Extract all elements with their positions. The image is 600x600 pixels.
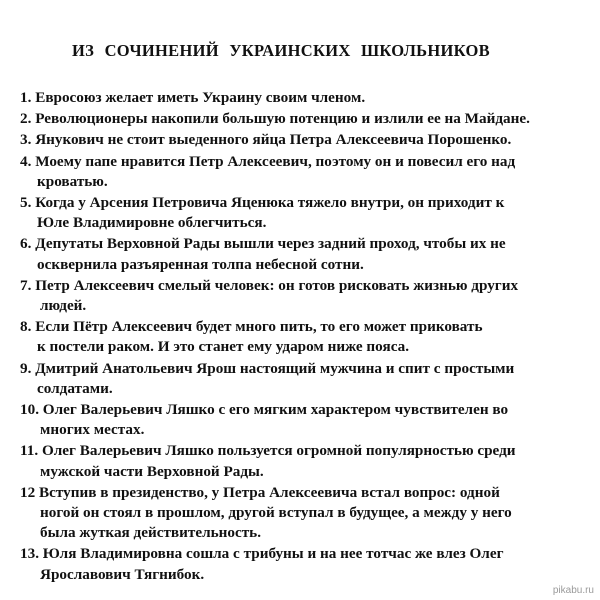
list-item — [20, 317, 590, 357]
item-line: 4. Моему папе нравится Петр Алексеевич, поэтому он и повесил его над — [20, 152, 516, 170]
list-item — [20, 359, 590, 399]
list-item — [20, 483, 590, 544]
list-item — [20, 130, 590, 150]
item-line-continued: была жуткая действительность. — [40, 524, 262, 542]
item-line: 2. Революционеры накопили большую потенцию и излили ее на Майдане. — [20, 110, 530, 128]
item-line: 7. Петр Алексеевич смелый человек: он готов рисковать жизнью других — [20, 276, 519, 294]
document-title: ИЗ СОЧИНЕНИЙ УКРАИНСКИХ ШКОЛЬНИКОВ — [72, 41, 490, 60]
item-line: 5. Когда у Арсения Петровича Яценюка тяжело внутри, он приходит к — [20, 194, 505, 212]
item-line-continued: Юле Владимировне облегчиться. — [37, 214, 267, 232]
watermark: pikabu.ru — [552, 585, 594, 596]
item-line: 3. Янукович не стоит выеденного яйца Петра Алексеевича Порошенко. — [20, 131, 512, 149]
item-line-continued: осквернила разъяренная толпа небесной сотни. — [37, 255, 364, 273]
list-item — [20, 234, 590, 274]
list-item — [20, 109, 590, 129]
item-line: 8. Если Пётр Алексеевич будет много пить, то его может приковать — [20, 318, 483, 336]
item-line: 10. Олег Валерьевич Ляшко с его мягким характером чувствителен во — [20, 401, 509, 419]
item-line: 1. Евросоюз желает иметь Украину своим членом. — [20, 89, 366, 106]
essay-list — [20, 88, 590, 585]
list-item — [20, 193, 590, 233]
item-line-continued: многих местах. — [40, 421, 145, 439]
item-line: 13. Юля Владимировна сошла с трибуны и на нее тотчас же влез Олег — [20, 545, 504, 563]
item-line: 6. Депутаты Верховной Рады вышли через задний проход, чтобы их не — [20, 235, 506, 253]
item-line: 11. Олег Валерьевич Ляшко пользуется огромной популярностью среди — [20, 442, 516, 460]
item-line-continued: ногой он стоял в прошлом, другой вступал в будущее, а между у него — [40, 504, 512, 522]
item-line-continued: к постели раком. И это станет ему ударом ниже пояса. — [37, 338, 410, 356]
list-item — [20, 152, 590, 192]
item-line: 9. Дмитрий Анатольевич Ярош настоящий мужчина и спит с простыми — [20, 359, 515, 377]
item-line-continued: кроватью. — [37, 172, 108, 190]
list-item — [20, 441, 590, 481]
list-item — [20, 400, 590, 440]
list-item — [20, 88, 590, 108]
item-line-continued: мужской части Верховной Рады. — [40, 462, 264, 480]
list-item — [20, 276, 590, 316]
item-line-continued: Ярославович Тягнибок. — [40, 565, 205, 583]
item-line-continued: солдатами. — [37, 379, 113, 397]
list-item — [20, 544, 590, 584]
item-line-continued: людей. — [40, 297, 87, 315]
item-line: 12 Вступив в президенство, у Петра Алексеевича встал вопрос: одной — [20, 483, 500, 501]
